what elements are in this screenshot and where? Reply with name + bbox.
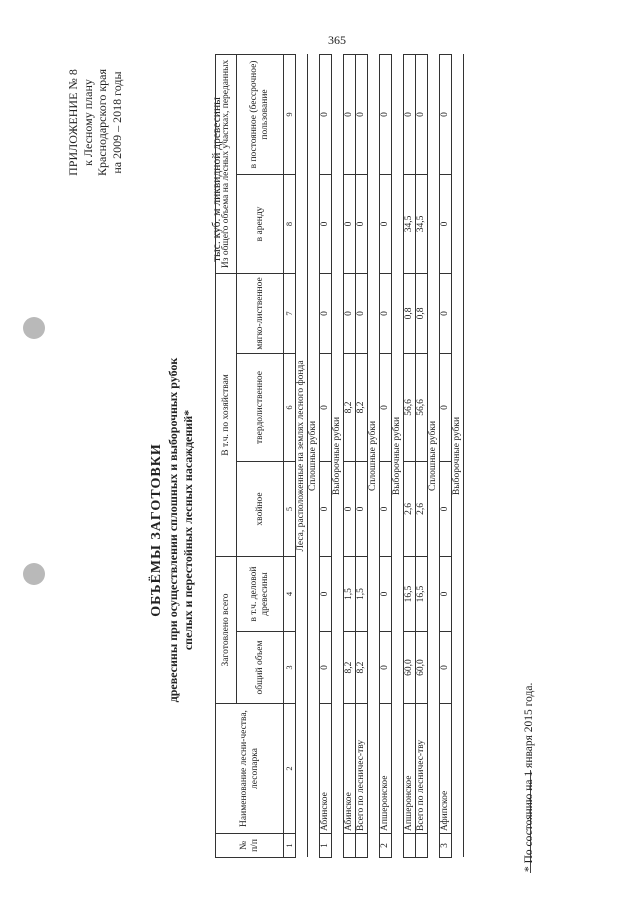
page-number: 365 <box>328 33 346 47</box>
table-cell: 0 <box>440 174 452 273</box>
subsection-row <box>368 54 380 857</box>
table-row <box>404 54 416 857</box>
table-row <box>356 54 368 857</box>
forestry-name-cell: Абинское <box>344 704 356 834</box>
forestry-name-cell: Абинское <box>320 704 332 834</box>
table-cell: 0 <box>380 632 392 704</box>
table-cell: 0 <box>320 353 332 461</box>
table-body <box>284 54 464 857</box>
table-row <box>344 54 356 857</box>
table-row <box>320 54 332 857</box>
table-cell: 0 <box>440 632 452 704</box>
table-cell: 0 <box>320 174 332 273</box>
header-permanent-use: в постоянное (бессрочное) пользование <box>237 54 284 174</box>
table-cell: 56,6 <box>404 353 416 461</box>
table-cell: 16,5 <box>416 556 428 631</box>
table-cell: 16,5 <box>404 556 416 631</box>
table-cell: 0 <box>344 174 356 273</box>
table-cell: 0 <box>380 353 392 461</box>
column-number: 6 <box>284 353 296 461</box>
header-name: Наименование лесни-чества, лесопарка <box>216 704 284 834</box>
unit-note: тыс. куб. м ликвидной древесины <box>211 97 223 262</box>
table-cell <box>344 834 356 858</box>
table-cell: 0 <box>356 461 368 556</box>
table-cell: 0,8 <box>416 273 428 353</box>
forestry-name-cell: Апшеронское <box>404 704 416 834</box>
subsection-title: Сплошные рубки <box>428 54 440 857</box>
table-cell: 8,2 <box>344 353 356 461</box>
punch-hole-bottom <box>23 563 45 585</box>
table-cell: 1,5 <box>344 556 356 631</box>
subsection-row <box>332 54 344 857</box>
table-cell: 0 <box>440 273 452 353</box>
table-cell: 0 <box>380 556 392 631</box>
table-cell <box>404 834 416 858</box>
forestry-name-cell: Апшеронское <box>380 704 392 834</box>
footnote: * По состоянию на 1 января 2015 года. <box>523 682 535 872</box>
table-cell: 60,0 <box>416 632 428 704</box>
table-cell: 0 <box>440 353 452 461</box>
table-cell: 0 <box>344 461 356 556</box>
subsection-title: Выборочные рубки <box>392 54 404 857</box>
appendix-line: на 2009 – 2018 годы <box>109 71 124 174</box>
subsection-title: Сплошные рубки <box>308 54 320 857</box>
table-cell: 0,8 <box>404 273 416 353</box>
section-row <box>296 54 308 857</box>
subsection-row <box>452 54 464 857</box>
table-cell: 0 <box>320 461 332 556</box>
table-cell: 8,2 <box>356 353 368 461</box>
subsection-row <box>428 54 440 857</box>
subsection-row <box>308 54 320 857</box>
table-cell <box>356 834 368 858</box>
table-cell: 56,6 <box>416 353 428 461</box>
title-subtitle: древесины при осуществлении сплошных и выборочных рубок <box>166 357 180 703</box>
header-commercial: в т.ч. деловой древесины <box>237 556 284 631</box>
column-number-row <box>284 54 296 857</box>
table-row <box>440 54 452 857</box>
table-cell: 0 <box>320 632 332 704</box>
table-cell: 0 <box>416 54 428 174</box>
table-cell: 0 <box>320 273 332 353</box>
table-row <box>380 54 392 857</box>
subsection-title: Выборочные рубки <box>332 54 344 857</box>
column-number: 2 <box>284 704 296 834</box>
header-softwood: мягко-лиственное <box>237 273 284 353</box>
forestry-name-cell: Всего по лесничес-тву <box>356 704 368 834</box>
appendix-line: к Лесному плану <box>80 79 95 166</box>
header-from-leased: Из общего объема на лесных участках, переданных <box>216 54 237 273</box>
column-number: 4 <box>284 556 296 631</box>
title-subtitle: спелых и перестойных лесных насаждений* <box>181 409 195 651</box>
subsection-title: Сплошные рубки <box>368 54 380 857</box>
table-cell: 0 <box>380 54 392 174</box>
table-cell: 0 <box>320 556 332 631</box>
header-num: № п/п <box>216 834 284 858</box>
table-cell: 60,0 <box>404 632 416 704</box>
table-cell: 0 <box>440 461 452 556</box>
header-hardwood: твердолиственное <box>237 353 284 461</box>
appendix-block <box>66 35 124 210</box>
header-coniferous: хвойное <box>237 461 284 556</box>
table-cell: 2,6 <box>404 461 416 556</box>
table-cell: 34,5 <box>416 174 428 273</box>
table-cell: 2,6 <box>416 461 428 556</box>
document-title <box>148 320 196 740</box>
column-number: 7 <box>284 273 296 353</box>
subsection-title: Выборочные рубки <box>452 54 464 857</box>
table-cell: 1 <box>320 834 332 858</box>
column-number: 8 <box>284 174 296 273</box>
appendix-line: Краснодарского края <box>95 69 109 177</box>
column-number: 9 <box>284 54 296 174</box>
table-cell: 0 <box>380 273 392 353</box>
header-lease: в аренду <box>237 174 284 273</box>
table-cell: 0 <box>356 273 368 353</box>
table-cell: 2 <box>380 834 392 858</box>
harvest-volume-table <box>215 54 464 858</box>
table-cell: 8,2 <box>356 632 368 704</box>
harvest-table-container <box>215 55 464 858</box>
header-by-household: В т.ч. по хозяйствам <box>216 273 237 556</box>
column-number: 3 <box>284 632 296 704</box>
header-total-volume: общий объем <box>237 632 284 704</box>
table-cell: 0 <box>344 273 356 353</box>
punch-hole-top <box>23 317 45 339</box>
table-cell <box>416 834 428 858</box>
table-cell: 0 <box>440 556 452 631</box>
column-number: 1 <box>284 834 296 858</box>
header-harvested-total: Заготовлено всего <box>216 556 237 703</box>
table-cell: 0 <box>320 54 332 174</box>
table-row <box>416 54 428 857</box>
table-cell: 1,5 <box>356 556 368 631</box>
table-cell: 0 <box>404 54 416 174</box>
forestry-name-cell: Афипское <box>440 704 452 834</box>
section-title: Леса, расположенные на землях лесного фонда <box>296 54 308 857</box>
title-main: ОБЪЁМЫ ЗАГОТОВКИ <box>149 443 164 617</box>
header-row <box>216 54 237 857</box>
appendix-line: ПРИЛОЖЕНИЕ № 8 <box>66 69 80 176</box>
table-cell: 0 <box>380 174 392 273</box>
table-cell: 0 <box>356 54 368 174</box>
subsection-row <box>392 54 404 857</box>
table-cell: 0 <box>356 174 368 273</box>
table-cell: 3 <box>440 834 452 858</box>
table-cell: 8,2 <box>344 632 356 704</box>
table-cell: 34,5 <box>404 174 416 273</box>
column-number: 5 <box>284 461 296 556</box>
table-cell: 0 <box>440 54 452 174</box>
forestry-name-cell: Всего по лесничес-тву <box>416 704 428 834</box>
table-cell: 0 <box>380 461 392 556</box>
table-cell: 0 <box>344 54 356 174</box>
